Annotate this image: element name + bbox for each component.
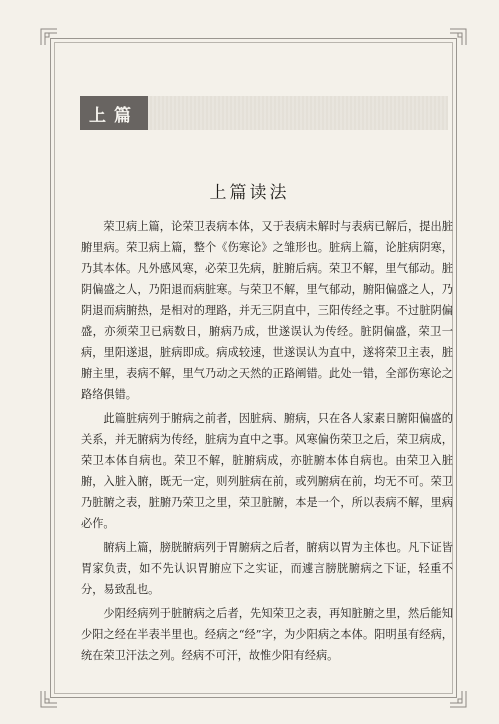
corner-ornament-icon: [39, 27, 59, 47]
paragraph: 少阳经病列于脏腑病之后者，先知荣卫之表，再知脏腑之里，然后能知少阳之经在半表半里也。经病之“经”字，为少阳病之本体。阳明虽有经病，统在荣卫汗法之列。经病不可汗，故惟少阳有经病。: [81, 607, 453, 662]
corner-ornament-icon: [39, 689, 59, 709]
paragraph: 此篇脏病列于腑病之前者，因脏病、腑病，只在各人家素日腑阳偏盛的关系，并无腑病为传经，脏病为直中之事。风寒偏伤荣卫之后，荣卫病成，荣卫本体自病也。荣卫不解，脏腑病成，亦脏腑本体自病也。由荣卫入脏腑，入脏入腑，既无一定，则列脏病在前，或列腑病在前，均无不可。荣卫乃脏腑之表，脏腑乃荣卫之里，荣卫脏腑，本是一个，所以表病不解，里病必作。: [81, 412, 453, 530]
paragraph: 荣卫病上篇，论荣卫表病本体，又于表病未解时与表病已解后，提出脏腑里病。荣卫病上篇，整个《伤寒论》之雏形也。脏病上篇，论脏病阴寒，乃其本体。凡外感风寒，必荣卫先病，脏腑后病。荣卫不解，里气郁动。脏阴偏盛之人，乃阳退而病脏寒。与荣卫不解，里气郁动，腑阳偏盛之人，乃阴退而病腑热，是相对的理路，并无三阴直中，三阳传经之事。不过脏阴偏盛，亦须荣卫已病数日，腑病乃成，世遂误认为传经。脏阴偏盛，荣卫一病，里阳遂退，脏病即成。病成较速，世遂误认为直中，遂将荣卫主表，脏腑主里，表病不解，里气乃动之天然的正路阐错。此处一错，全部伤寒论之路络俱错。: [81, 220, 453, 401]
corner-ornament-icon: [448, 689, 468, 709]
paragraph: 腑病上篇，膀胱腑病列于胃腑病之后者，腑病以胃为主体也。凡下证皆胃家负责，如不先认识胃腑应下之实证，而遽言膀胱腑病之下证，轻重不分，易致乱也。: [81, 541, 453, 596]
corner-ornament-icon: [448, 27, 468, 47]
body-text: [81, 216, 453, 669]
section-badge: 上篇: [80, 96, 148, 130]
page-title: 上篇读法: [209, 183, 290, 203]
